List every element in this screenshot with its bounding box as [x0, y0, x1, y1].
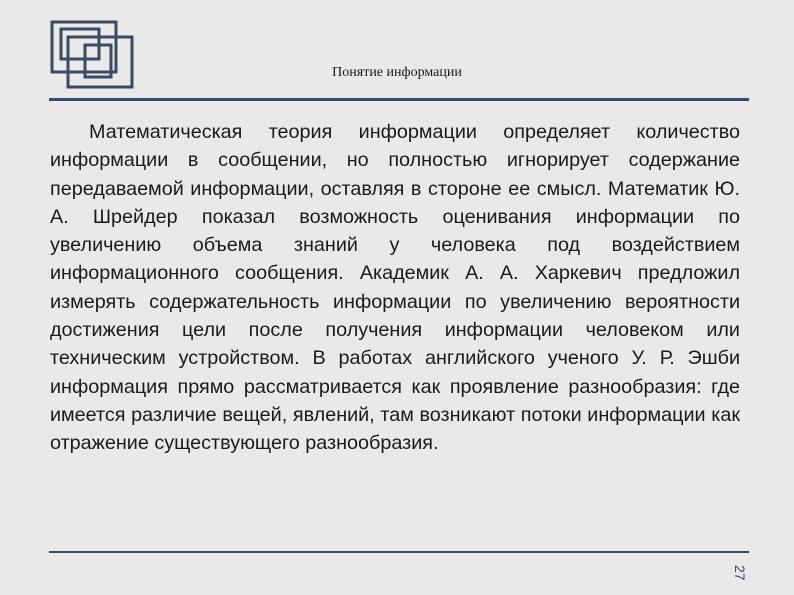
body-paragraph: Математическая теория информации определяет количество информации в сообщении, но полностью игнорирует содержание передаваемой информации, оставляя в стороне ее смысл. Математик Ю. А. Шрейдер показал возможность оценивания информации по увеличению объема знаний у человека под воздействием информационного сообщения. Академик А. А. Харкевич предложил измерять содержательность информации по увеличению вероятности достижения цели после получения информации человеком или техническим устройством. В работах английского ученого У. Р. Эшби информация прямо рассматривается как проявление разнообразия: где имеется различие вещей, явлений, там возникают потоки информации как отражение существующего разнообразия.	[50, 121, 740, 455]
slide-title: Понятие информации	[332, 65, 462, 80]
page-number: 27	[732, 565, 748, 581]
bottom-divider	[49, 551, 749, 553]
overlapping-squares-logo	[0, 0, 140, 100]
top-divider	[49, 98, 749, 101]
